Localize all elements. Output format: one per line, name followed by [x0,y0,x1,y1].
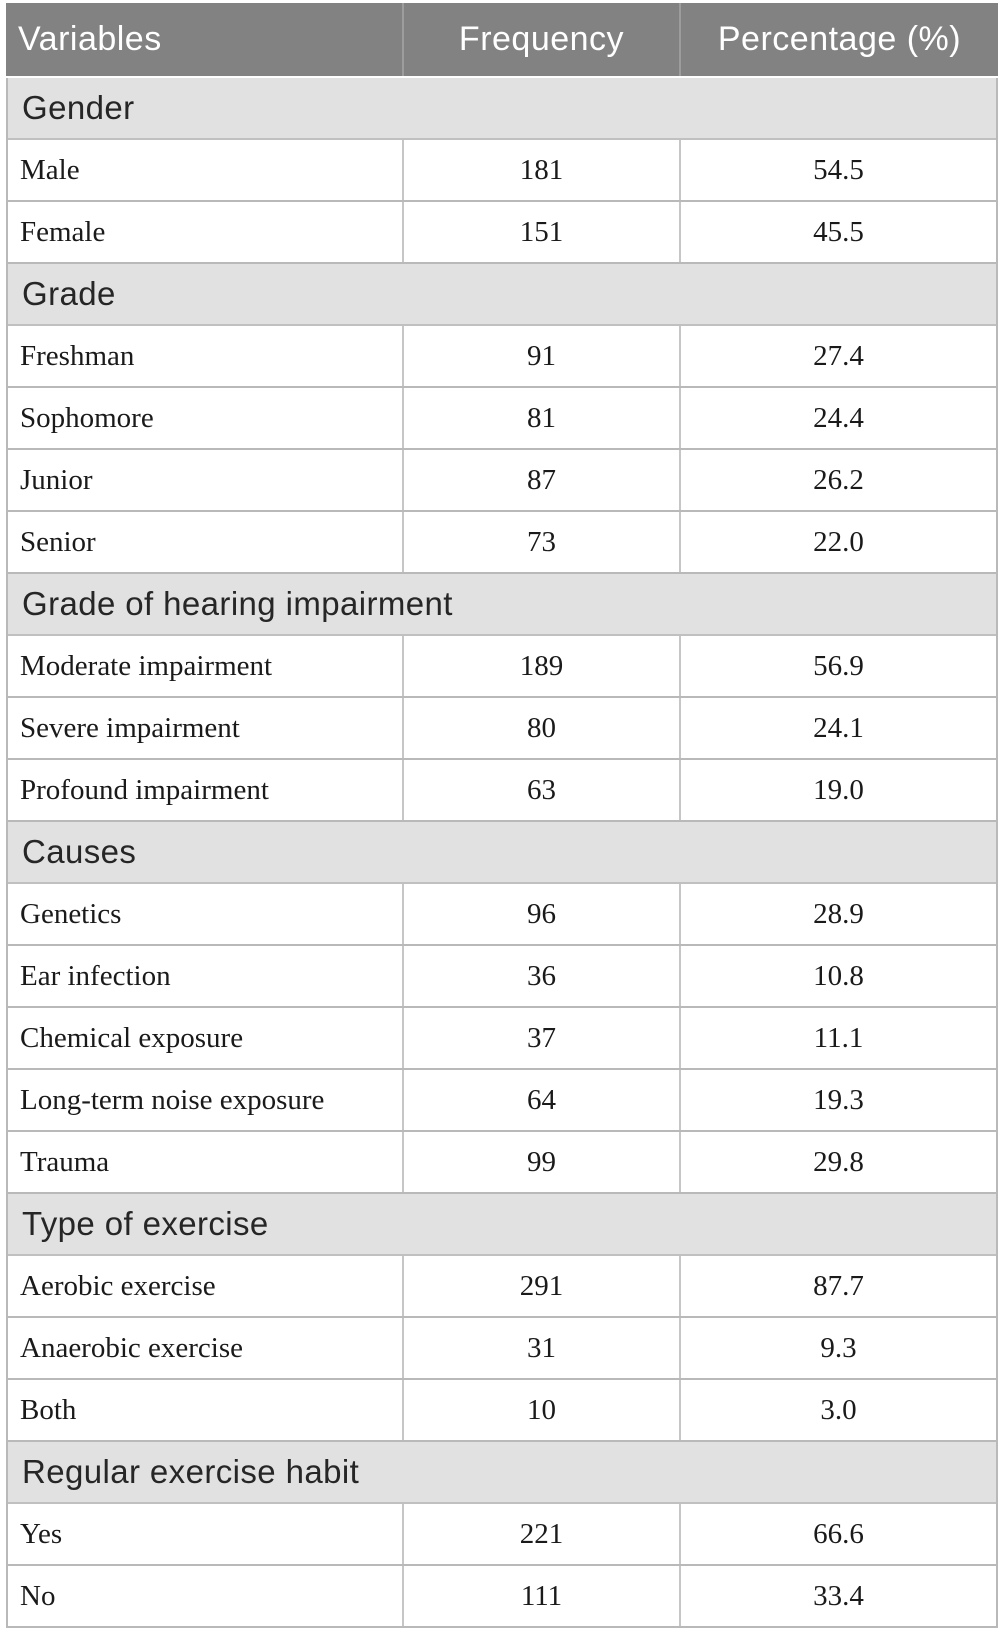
row-label: Chemical exposure [20,1021,244,1054]
frequency-value: 189 [402,636,679,696]
percentage-value: 45.5 [679,202,996,262]
section-row [8,1194,996,1256]
frequency-value: 36 [402,946,679,1006]
percentage-value: 22.0 [679,512,996,572]
frequency-value: 64 [402,1070,679,1130]
section-row [8,264,996,326]
frequency-value: 80 [402,698,679,758]
table-row [8,698,996,760]
frequency-value: 151 [402,202,679,262]
percentage-value: 19.3 [679,1070,996,1130]
row-label: No [20,1579,56,1612]
table-row [8,760,996,822]
section-row [8,574,996,636]
row-label: Profound impairment [20,773,269,806]
frequency-value: 291 [402,1256,679,1316]
row-label: Junior [20,463,93,496]
percentage-value: 26.2 [679,450,996,510]
frequency-value: 63 [402,760,679,820]
table-body [6,78,998,1628]
table-row [8,326,996,388]
section-row [8,78,996,140]
percentage-value: 87.7 [679,1256,996,1316]
percentage-value: 24.1 [679,698,996,758]
row-label: Yes [20,1517,63,1550]
section-title: Grade of hearing impairment [22,585,453,622]
table-row [8,450,996,512]
row-label: Long-term noise exposure [20,1083,325,1116]
table-row [8,140,996,202]
percentage-value: 19.0 [679,760,996,820]
frequency-value: 37 [402,1008,679,1068]
row-label: Trauma [20,1145,110,1178]
section-title: Type of exercise [22,1205,269,1242]
row-label: Female [20,215,106,248]
frequency-value: 96 [402,884,679,944]
section-title: Grade [22,275,116,312]
row-label: Male [20,153,80,186]
section-row [8,822,996,884]
percentage-value: 11.1 [679,1008,996,1068]
table-row [8,1256,996,1318]
table-row [8,388,996,450]
row-label: Aerobic exercise [20,1269,216,1302]
frequency-value: 81 [402,388,679,448]
percentage-value: 9.3 [679,1318,996,1378]
row-label: Freshman [20,339,135,372]
column-header-frequency: Frequency [402,3,679,76]
percentage-value: 56.9 [679,636,996,696]
frequency-value: 10 [402,1380,679,1440]
percentage-value: 66.6 [679,1504,996,1564]
row-label: Severe impairment [20,711,240,744]
table-row [8,1318,996,1380]
frequency-value: 221 [402,1504,679,1564]
frequency-value: 87 [402,450,679,510]
table-header-row [6,3,998,76]
table-row [8,202,996,264]
percentage-value: 33.4 [679,1566,996,1626]
table-row [8,1566,996,1628]
percentage-value: 29.8 [679,1132,996,1192]
section-title: Gender [22,89,135,126]
frequency-value: 31 [402,1318,679,1378]
frequency-value: 91 [402,326,679,386]
frequency-value: 181 [402,140,679,200]
row-label: Moderate impairment [20,649,273,682]
row-label: Both [20,1393,77,1426]
table-row [8,884,996,946]
statistics-table [6,3,998,1628]
frequency-value: 73 [402,512,679,572]
table-row [8,1008,996,1070]
percentage-value: 24.4 [679,388,996,448]
table-row [8,1132,996,1194]
percentage-value: 10.8 [679,946,996,1006]
row-label: Sophomore [20,401,154,434]
table-row [8,636,996,698]
table-row [8,512,996,574]
section-row [8,1442,996,1504]
table-row [8,1504,996,1566]
frequency-value: 111 [402,1566,679,1626]
row-label: Senior [20,525,96,558]
row-label: Ear infection [20,959,171,992]
frequency-value: 99 [402,1132,679,1192]
column-header-variables: Variables [18,20,162,58]
percentage-value: 28.9 [679,884,996,944]
percentage-value: 3.0 [679,1380,996,1440]
table-row [8,1070,996,1132]
table-row [8,946,996,1008]
row-label: Anaerobic exercise [20,1331,244,1364]
percentage-value: 27.4 [679,326,996,386]
percentage-value: 54.5 [679,140,996,200]
row-label: Genetics [20,897,122,930]
section-title: Causes [22,833,137,870]
column-header-percentage: Percentage (%) [679,3,998,76]
table-row [8,1380,996,1442]
section-title: Regular exercise habit [22,1453,360,1490]
